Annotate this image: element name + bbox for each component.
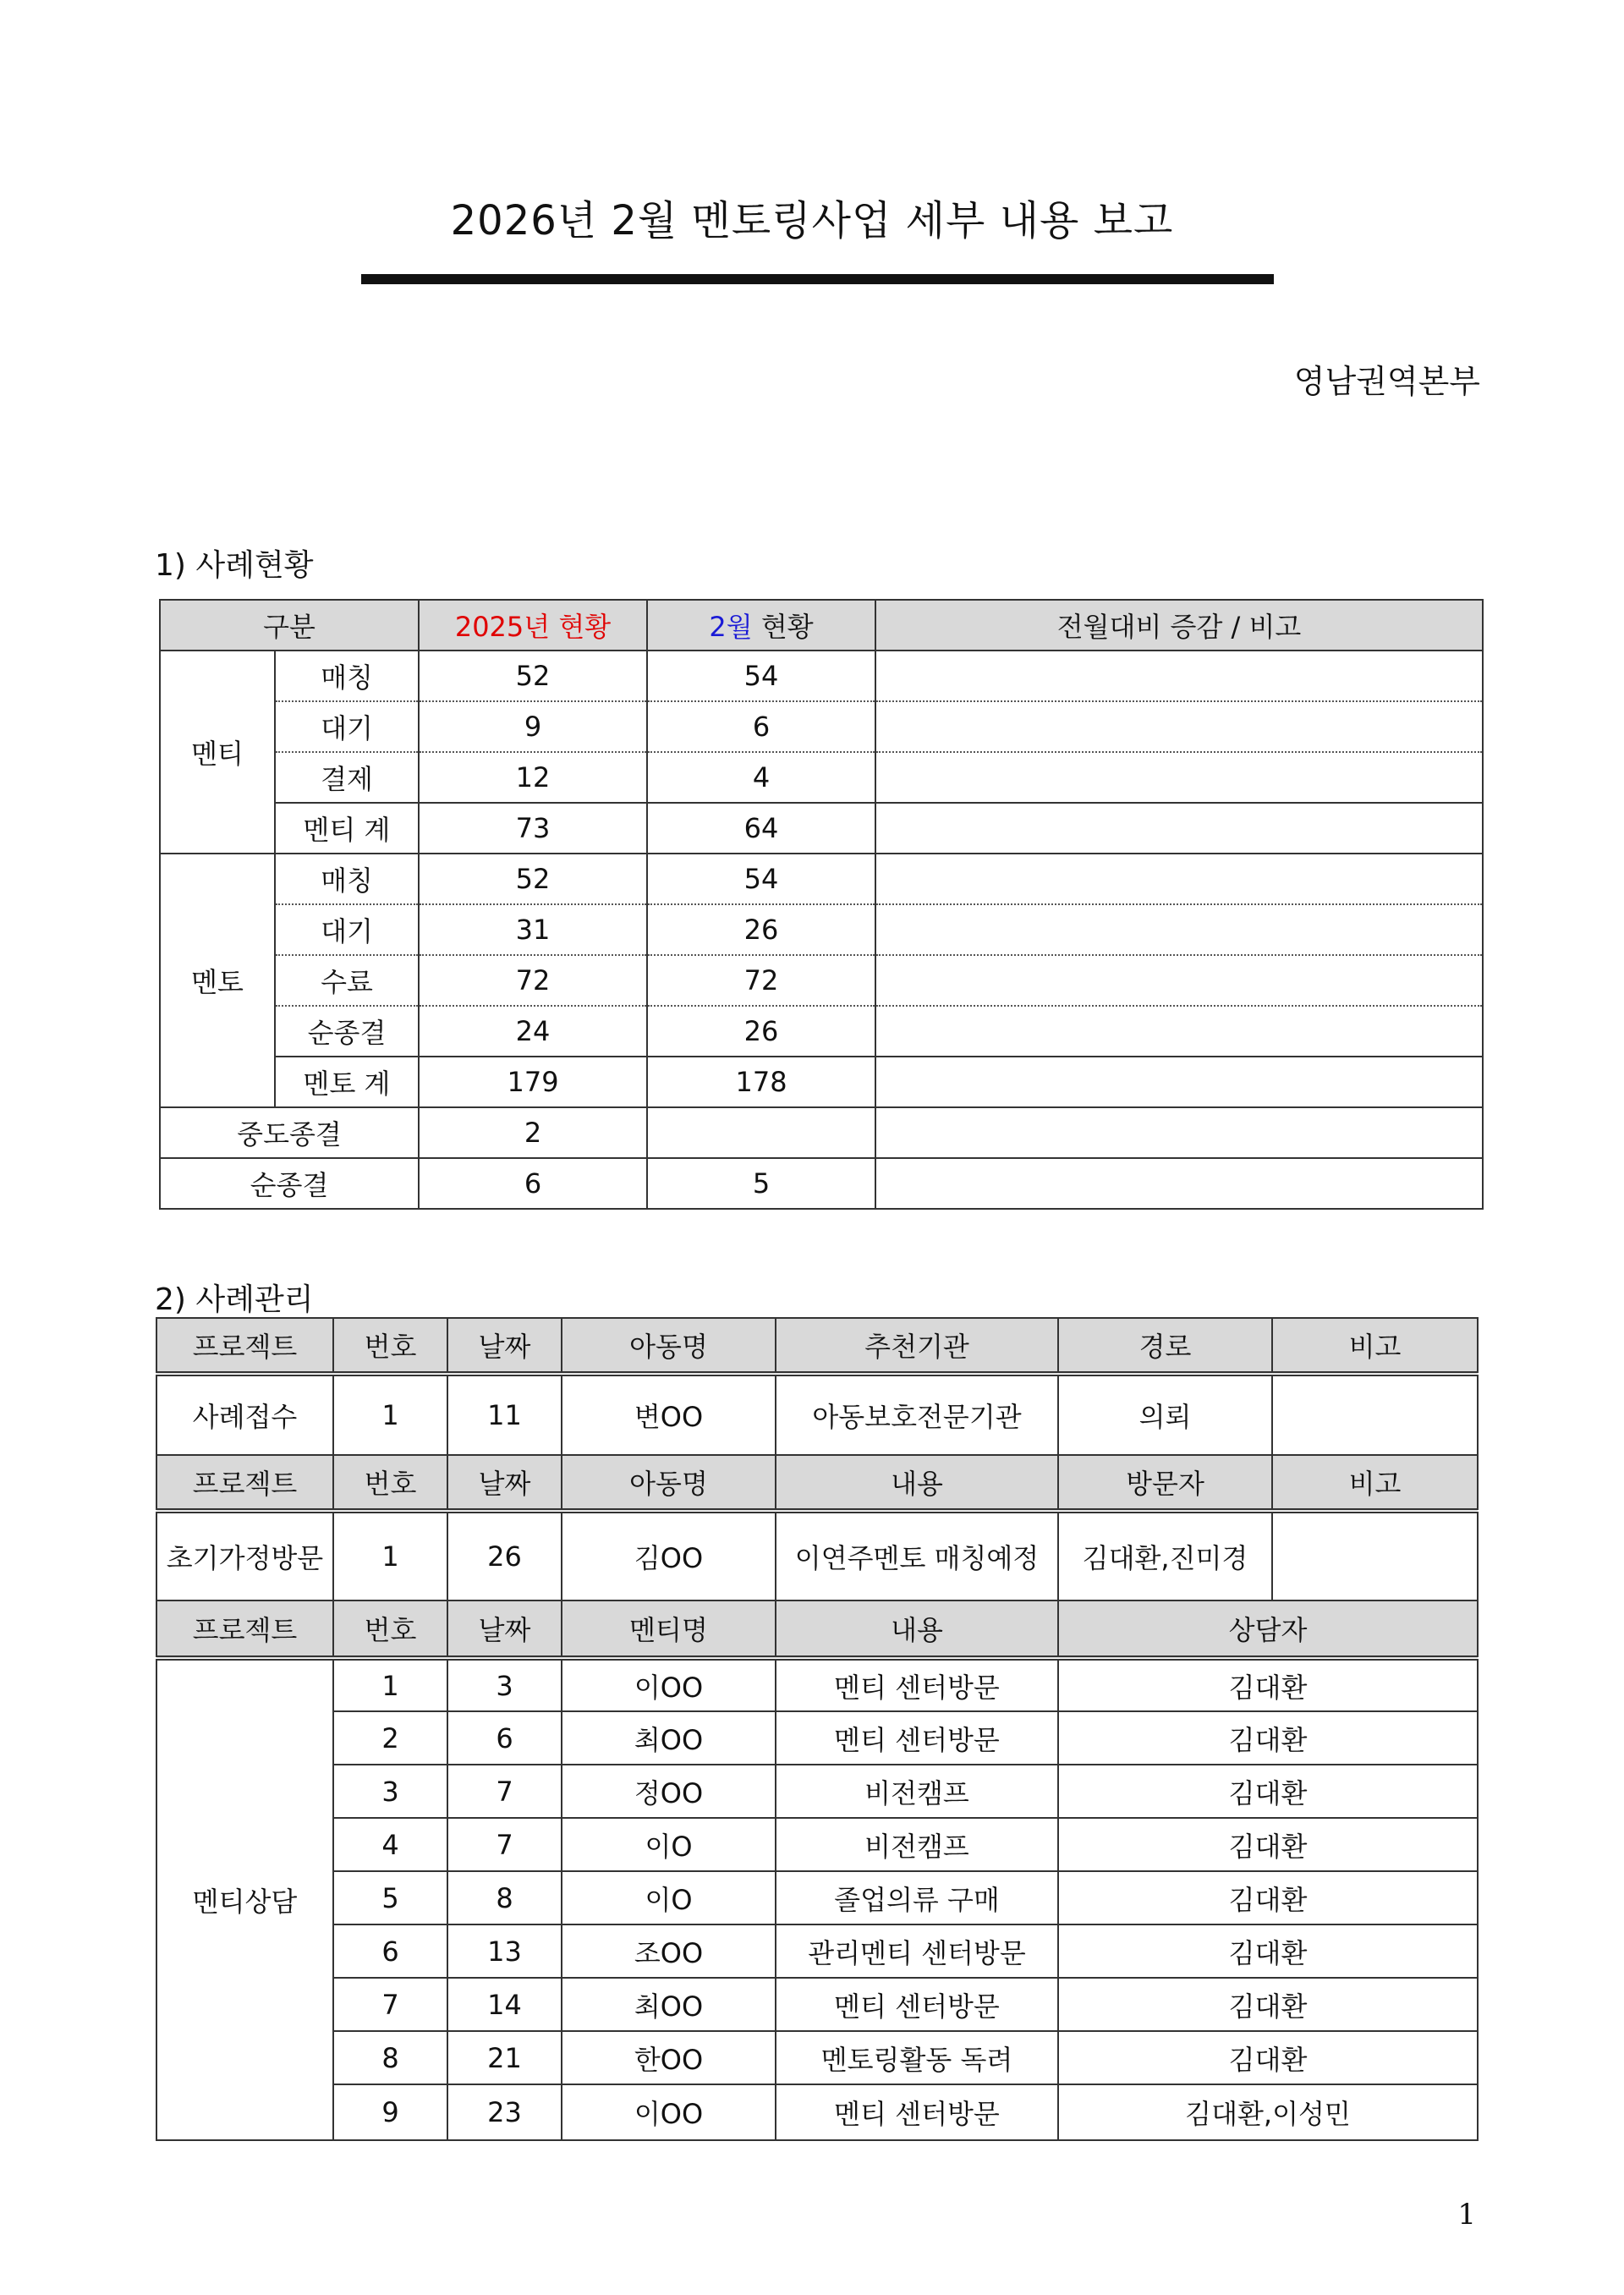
header-2025-status: [419, 600, 647, 651]
counsel-project: 멘티상담: [156, 1658, 333, 2140]
cell-child: 변OO: [562, 1374, 776, 1455]
cell-note: [1272, 1374, 1478, 1455]
note-cell: [875, 651, 1483, 701]
table-row-midterm: [160, 1107, 1483, 1158]
header-content: 내용: [776, 1455, 1058, 1511]
cell-child: 김OO: [562, 1511, 776, 1600]
cell-counselor: 김대환: [1058, 2031, 1478, 2084]
row-label-midterm: 중도종결: [160, 1107, 419, 1158]
header-month-status: [647, 600, 875, 651]
cell-no: 1: [333, 1511, 447, 1600]
value-month: 54: [647, 854, 875, 904]
table-header-row: [160, 600, 1483, 651]
cell-content: 멘티 센터방문: [776, 1978, 1058, 2031]
value-month: 64: [647, 803, 875, 854]
cell-mentee: 이OO: [562, 2084, 776, 2140]
note-cell: [875, 1158, 1483, 1209]
cell-counselor: 김대환: [1058, 1711, 1478, 1765]
cell-agency: 아동보호전문기관: [776, 1374, 1058, 1455]
cell-date: 14: [447, 1978, 562, 2031]
counsel-row: [156, 1871, 1478, 1924]
cell-counselor: 김대환: [1058, 1978, 1478, 2031]
cell-note: [1272, 1511, 1478, 1600]
value-2025: 52: [419, 854, 647, 904]
cell-mentee: 이OO: [562, 1658, 776, 1711]
value-2025: 52: [419, 651, 647, 701]
counsel-row: [156, 1711, 1478, 1765]
header-note: 비고: [1272, 1318, 1478, 1374]
note-cell: [875, 955, 1483, 1006]
cell-no: 4: [333, 1818, 447, 1871]
section2-heading: 2) 사례관리: [155, 1282, 314, 1317]
cell-no: 3: [333, 1765, 447, 1818]
cell-date: 3: [447, 1658, 562, 1711]
header-2025-year: 2025년: [454, 611, 551, 643]
cell-counselor: 김대환: [1058, 1924, 1478, 1978]
visit-header-row: [156, 1455, 1478, 1511]
header-counselor: 상담자: [1058, 1600, 1478, 1658]
cell-content: 멘티 센터방문: [776, 1658, 1058, 1711]
visit-row: [156, 1511, 1478, 1600]
cell-content: 멘티 센터방문: [776, 1711, 1058, 1765]
counsel-header-row: [156, 1600, 1478, 1658]
header-project: 프로젝트: [156, 1318, 333, 1374]
cell-content: 멘티 센터방문: [776, 2084, 1058, 2140]
page-number: 1: [1457, 2198, 1476, 2232]
header-route: 경로: [1058, 1318, 1272, 1374]
header-note: 전월대비 증감 / 비고: [875, 600, 1483, 651]
note-cell: [875, 701, 1483, 752]
cell-mentee: 정OO: [562, 1765, 776, 1818]
cell-mentee: 조OO: [562, 1924, 776, 1978]
header-visitor: 방문자: [1058, 1455, 1272, 1511]
cell-counselor: 김대환,이성민: [1058, 2084, 1478, 2140]
header-month-status-label: 현황: [760, 611, 814, 643]
cell-content: 이연주멘토 매칭예정: [776, 1511, 1058, 1600]
counsel-row: [156, 2084, 1478, 2140]
value-month: 4: [647, 752, 875, 803]
cell-date: 6: [447, 1711, 562, 1765]
header-mentee: 멘티명: [562, 1600, 776, 1658]
document-title: 2026년 2월 멘토링사업 세부 내용 보고: [450, 197, 1174, 244]
counsel-row: [156, 1978, 1478, 2031]
row-label: 대기: [275, 701, 419, 752]
note-cell: [875, 1006, 1483, 1057]
table-row: [160, 854, 1483, 904]
header-2025-status-label: 현황: [558, 611, 612, 643]
cell-date: 7: [447, 1818, 562, 1871]
department-name: 영남권역본부: [1293, 363, 1480, 400]
row-label-final: 순종결: [160, 1158, 419, 1209]
cell-no: 1: [333, 1658, 447, 1711]
table-row: [160, 752, 1483, 803]
table-row: [160, 701, 1483, 752]
counsel-row: [156, 1924, 1478, 1978]
table-row: [160, 1006, 1483, 1057]
value-month: 5: [647, 1158, 875, 1209]
table-row: [160, 904, 1483, 955]
value-month: 72: [647, 955, 875, 1006]
cell-no: 2: [333, 1711, 447, 1765]
cell-mentee: 이O: [562, 1818, 776, 1871]
header-category: 구분: [160, 600, 419, 651]
value-2025: 12: [419, 752, 647, 803]
header-no: 번호: [333, 1455, 447, 1511]
header-project: 프로젝트: [156, 1600, 333, 1658]
cell-date: 13: [447, 1924, 562, 1978]
cell-no: 6: [333, 1924, 447, 1978]
cell-mentee: 이O: [562, 1871, 776, 1924]
header-project: 프로젝트: [156, 1455, 333, 1511]
title-underline: [361, 274, 1274, 284]
cell-no: 7: [333, 1978, 447, 2031]
cell-date: 8: [447, 1871, 562, 1924]
intake-header-row: [156, 1318, 1478, 1374]
header-no: 번호: [333, 1318, 447, 1374]
row-label: 결제: [275, 752, 419, 803]
cell-content: 관리멘티 센터방문: [776, 1924, 1058, 1978]
cell-no: 9: [333, 2084, 447, 2140]
value-month: [647, 1107, 875, 1158]
header-agency: 추천기관: [776, 1318, 1058, 1374]
cell-mentee: 최OO: [562, 1711, 776, 1765]
header-month: 2월: [709, 611, 753, 643]
header-content: 내용: [776, 1600, 1058, 1658]
cell-no: 5: [333, 1871, 447, 1924]
cell-no: 8: [333, 2031, 447, 2084]
cell-no: 1: [333, 1374, 447, 1455]
value-2025: 31: [419, 904, 647, 955]
note-cell: [875, 854, 1483, 904]
cell-counselor: 김대환: [1058, 1658, 1478, 1711]
note-cell: [875, 1107, 1483, 1158]
note-cell: [875, 803, 1483, 854]
cell-content: 졸업의류 구매: [776, 1871, 1058, 1924]
cell-date: 23: [447, 2084, 562, 2140]
cell-date: 21: [447, 2031, 562, 2084]
value-month: 178: [647, 1057, 875, 1107]
row-label-total: 멘토 계: [275, 1057, 419, 1107]
row-label: 수료: [275, 955, 419, 1006]
counsel-row: [156, 2031, 1478, 2084]
row-label: 순종결: [275, 1006, 419, 1057]
value-2025: 72: [419, 955, 647, 1006]
cell-date: 26: [447, 1511, 562, 1600]
header-child: 아동명: [562, 1455, 776, 1511]
header-note: 비고: [1272, 1455, 1478, 1511]
cell-mentee: 최OO: [562, 1978, 776, 2031]
table-row: [160, 651, 1483, 701]
cell-project: 사례접수: [156, 1374, 333, 1455]
row-label: 매칭: [275, 651, 419, 701]
intake-row: [156, 1374, 1478, 1455]
counsel-row: [156, 1658, 1478, 1711]
note-cell: [875, 904, 1483, 955]
cell-counselor: 김대환: [1058, 1818, 1478, 1871]
case-status-table: [159, 599, 1484, 1210]
header-date: 날짜: [447, 1600, 562, 1658]
counsel-row: [156, 1818, 1478, 1871]
value-month: 54: [647, 651, 875, 701]
header-child: 아동명: [562, 1318, 776, 1374]
case-management-table: [156, 1317, 1479, 2141]
cell-date: 11: [447, 1374, 562, 1455]
value-month: 26: [647, 904, 875, 955]
note-cell: [875, 1057, 1483, 1107]
value-month: 6: [647, 701, 875, 752]
cell-route: 의뢰: [1058, 1374, 1272, 1455]
note-cell: [875, 752, 1483, 803]
value-2025: 179: [419, 1057, 647, 1107]
cell-visitor: 김대환,진미경: [1058, 1511, 1272, 1600]
row-label-total: 멘티 계: [275, 803, 419, 854]
table-row-total: [160, 1057, 1483, 1107]
value-2025: 9: [419, 701, 647, 752]
cell-project: 초기가정방문: [156, 1511, 333, 1600]
cell-content: 멘토링활동 독려: [776, 2031, 1058, 2084]
group-mentee: 멘티: [160, 651, 275, 854]
value-2025: 2: [419, 1107, 647, 1158]
value-2025: 73: [419, 803, 647, 854]
row-label: 대기: [275, 904, 419, 955]
cell-content: 비전캠프: [776, 1818, 1058, 1871]
section1-heading: 1) 사례현황: [155, 548, 314, 583]
row-label: 매칭: [275, 854, 419, 904]
value-2025: 24: [419, 1006, 647, 1057]
table-row-final: [160, 1158, 1483, 1209]
header-date: 날짜: [447, 1318, 562, 1374]
header-date: 날짜: [447, 1455, 562, 1511]
group-mentor: 멘토: [160, 854, 275, 1107]
cell-date: 7: [447, 1765, 562, 1818]
table-row-total: [160, 803, 1483, 854]
header-no: 번호: [333, 1600, 447, 1658]
counsel-row: [156, 1765, 1478, 1818]
cell-counselor: 김대환: [1058, 1765, 1478, 1818]
table-row: [160, 955, 1483, 1006]
value-month: 26: [647, 1006, 875, 1057]
cell-mentee: 한OO: [562, 2031, 776, 2084]
value-2025: 6: [419, 1158, 647, 1209]
cell-content: 비전캠프: [776, 1765, 1058, 1818]
cell-counselor: 김대환: [1058, 1871, 1478, 1924]
